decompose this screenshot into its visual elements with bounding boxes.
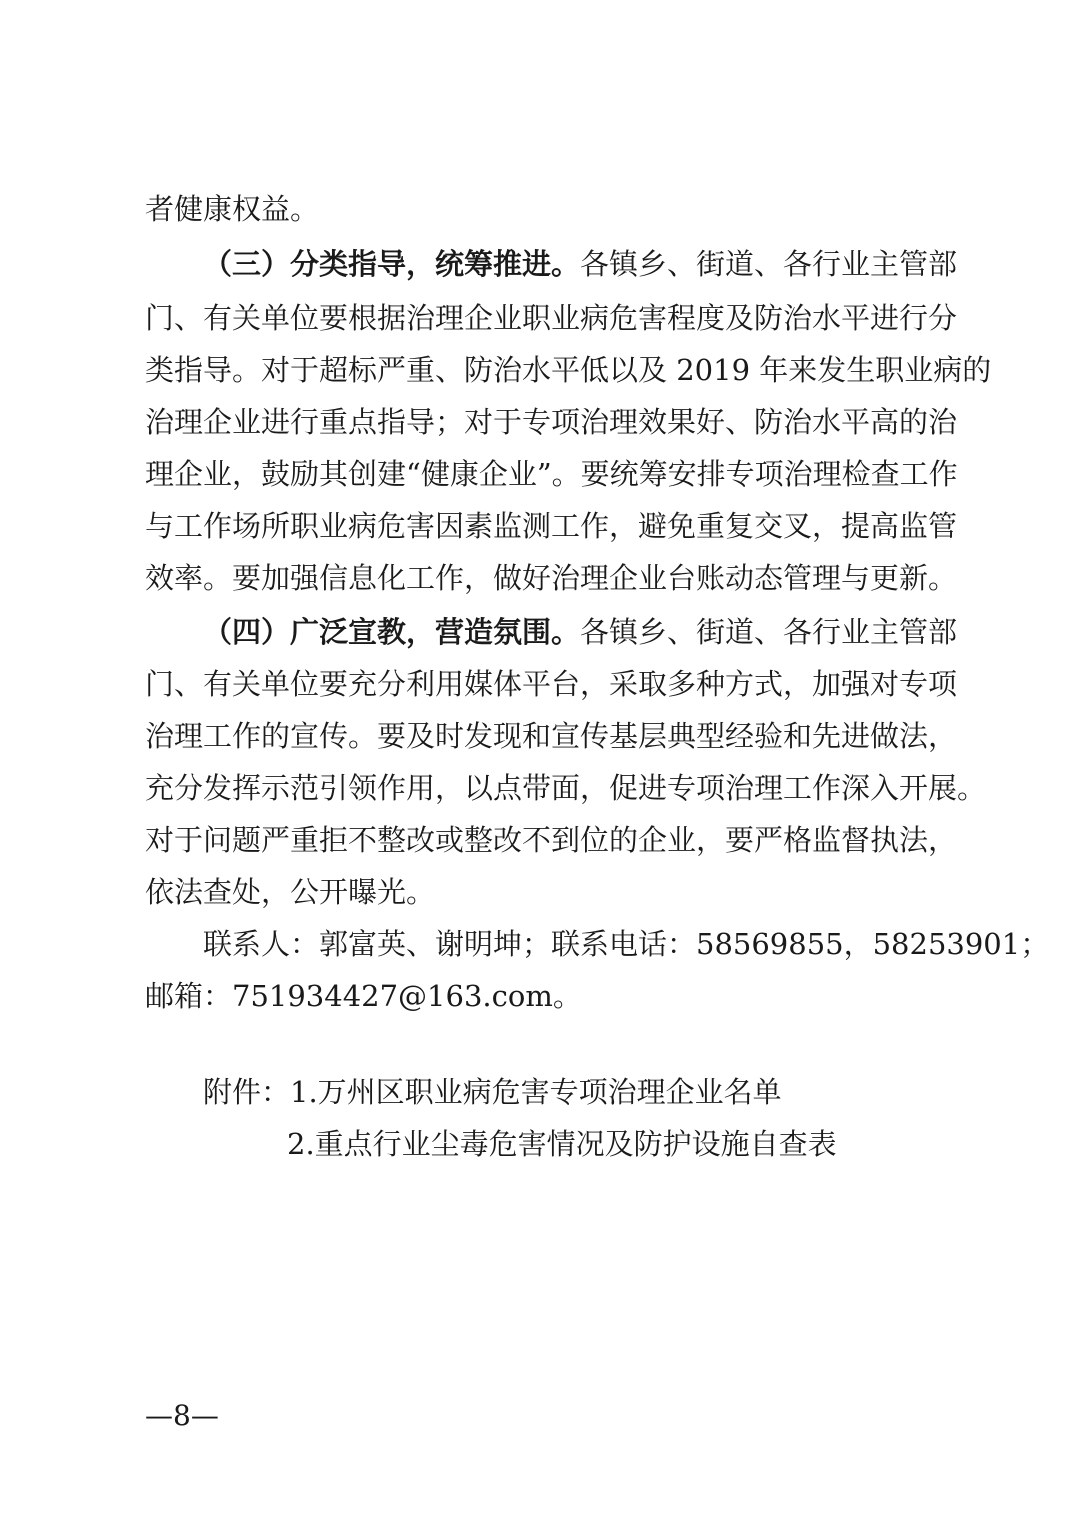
attachment-item-1: 附件：1.万州区职业病危害专项治理企业名单	[203, 1075, 782, 1109]
paragraph-line: 理企业，鼓励其创建“健康企业”。要统筹安排专项治理检查工作	[145, 457, 958, 491]
section-4-text: 各镇乡、街道、各行业主管部	[580, 615, 958, 649]
paragraph-line: 效率。要加强信息化工作，做好治理企业台账动态管理与更新。	[145, 561, 958, 595]
section-4-first-line	[203, 612, 958, 652]
contact-line: 联系人：郭富英、谢明坤；联系电话：58569855，58253901；	[203, 927, 1050, 961]
section-3-heading: （三）分类指导，统筹推进。	[203, 247, 581, 281]
section-3-text: 各镇乡、街道、各行业主管部	[580, 247, 958, 281]
paragraph-line: 依法查处，公开曝光。	[145, 875, 436, 909]
page-number: —8—	[145, 1399, 219, 1432]
email-line: 邮箱：751934427@163.com。	[145, 979, 582, 1013]
section-3-first-line	[203, 244, 958, 284]
paragraph-line: 门、有关单位要根据治理企业职业病危害程度及防治水平进行分	[145, 301, 958, 335]
paragraph-line: 充分发挥示范引领作用，以点带面，促进专项治理工作深入开展。	[145, 771, 987, 805]
paragraph-line: 与工作场所职业病危害因素监测工作，避免重复交叉，提高监管	[145, 509, 958, 543]
paragraph-line: 治理工作的宣传。要及时发现和宣传基层典型经验和先进做法，	[145, 719, 958, 753]
attachment-item-2: 2.重点行业尘毒危害情况及防护设施自查表	[287, 1127, 837, 1161]
paragraph-line: 对于问题严重拒不整改或整改不到位的企业，要严格监督执法，	[145, 823, 958, 857]
paragraph-line: 治理企业进行重点指导；对于专项治理效果好、防治水平高的治	[145, 405, 958, 439]
paragraph-line: 类指导。对于超标严重、防治水平低以及 2019 年来发生职业病的	[145, 353, 992, 387]
paragraph-line: 门、有关单位要充分利用媒体平台，采取多种方式，加强对专项	[145, 667, 958, 701]
section-4-heading: （四）广泛宣教，营造氛围。	[203, 615, 581, 649]
paragraph-line: 者健康权益。	[145, 192, 320, 226]
